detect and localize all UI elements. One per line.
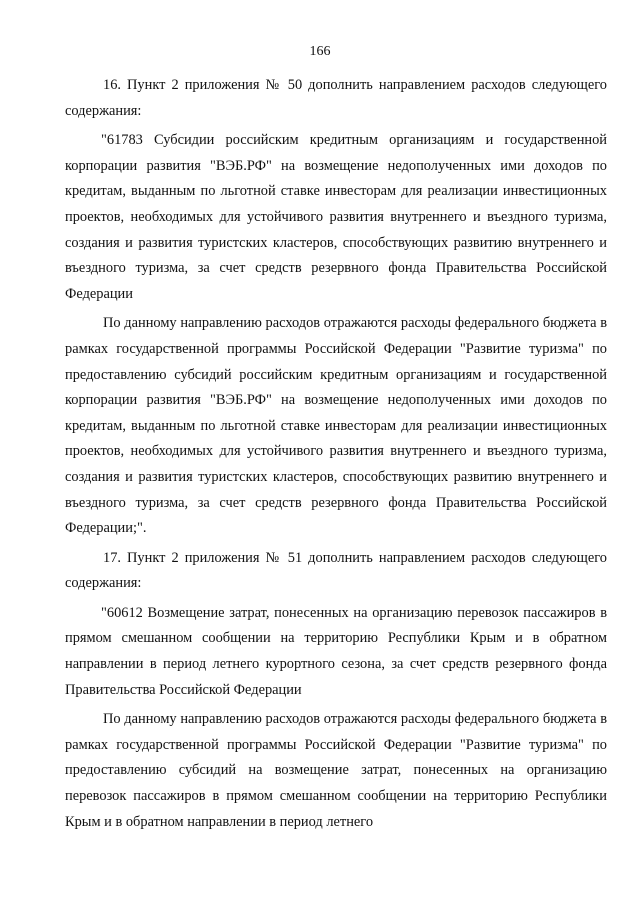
paragraph-description-61783: По данному направлению расходов отражаются расходы федерального бюджета в рамках государственной программы Российской Федерации "Развитие туризма" по предоставлению субсидий российским кредитным организациям и государственной корпорации развития "ВЭБ.РФ" на возмещение недополученных ими доходов по кредитам, выданным по льготной ставке инвесторам для реализации инвестиционных проектов, необходимых для устойчивого развития внутреннего и въездного туризма, создания и развития туристских кластеров, способствующих развитию внутреннего и въездного туризма, за счет средств резервного фонда Правительства Российской Федерации;". [65,315,607,537]
paragraph-code-61783: "61783 Субсидии российским кредитным организациям и государственной корпорации развития "ВЭБ.РФ" на возмещение недополученных ими доходов по кредитам, выданным по льготной ставке инвесторам для реализации инвестиционных проектов, необходимых для устойчивого развития внутреннего и въездного туризма, создания и развития туристских кластеров, способствующих развитию внутреннего и въездного туризма, за счет средств резервного фонда Правительства Российской Федерации [65,132,607,302]
paragraph-item-16: 16. Пункт 2 приложения № 50 дополнить направлением расходов следующего содержания: [65,77,607,119]
paragraph-code-60612: "60612 Возмещение затрат, понесенных на организацию перевозок пассажиров в прямом смешанном сообщении на территорию Республики Крым и в обратном направлении в период летнего курортного сезона, за счет средств резервного фонда Правительства Российской Федерации [65,604,607,698]
page-number: 166 [309,44,331,59]
paragraph-description-60612: По данному направлению расходов отражаются расходы федерального бюджета в рамках государственной программы Российской Федерации "Развитие туризма" по предоставлению субсидий на возмещение затрат, понесенных на организацию перевозок пассажиров в прямом смешанном сообщении на территорию Республики Крым и в обратном направлении в период летнего [65,711,607,830]
document-body [65,73,607,835]
paragraph-item-17: 17. Пункт 2 приложения № 51 дополнить направлением расходов следующего содержания: [65,549,607,592]
